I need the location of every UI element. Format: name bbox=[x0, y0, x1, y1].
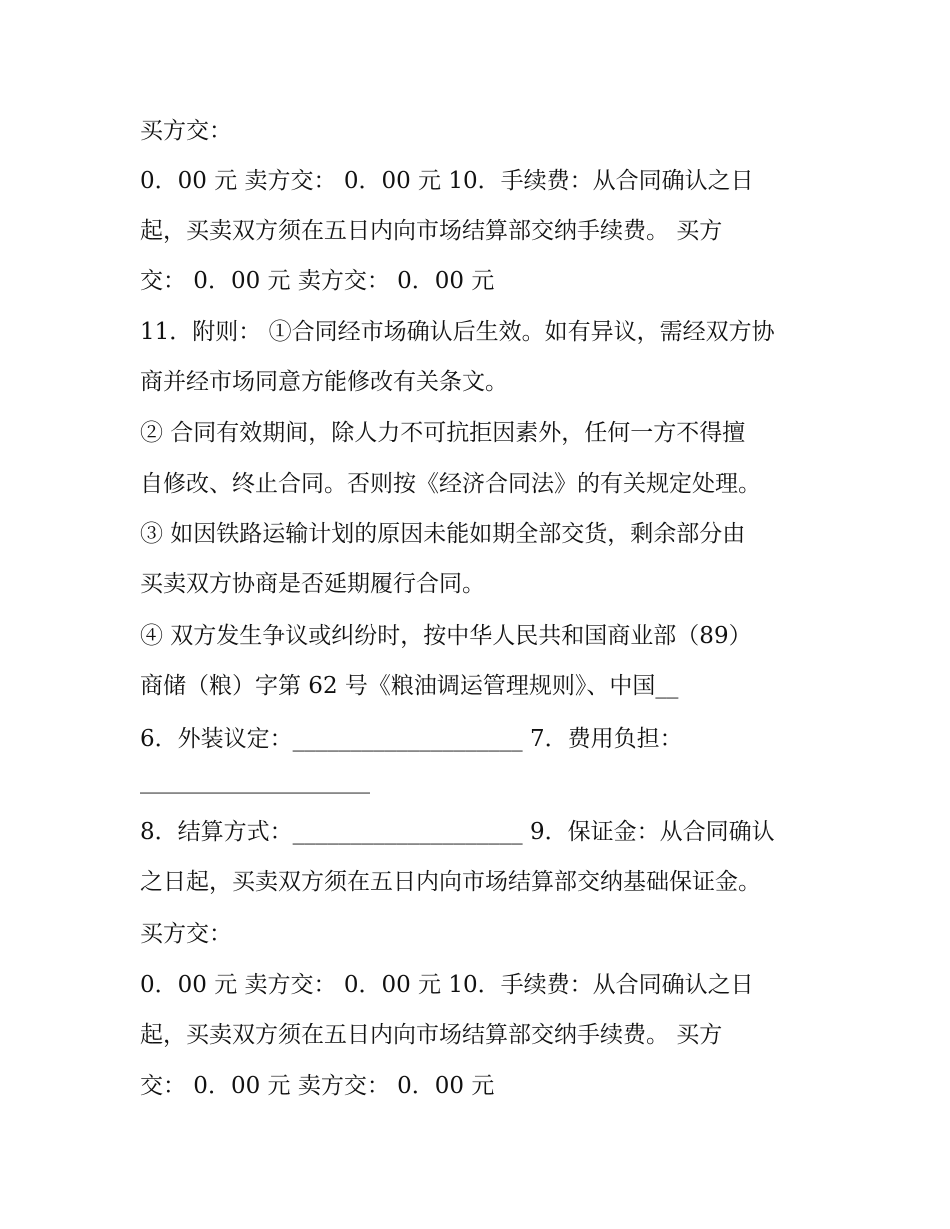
text-line: 起，买卖双方须在五日内向市场结算部交纳手续费。 买方 bbox=[140, 218, 723, 244]
text-line: ____________________ bbox=[140, 768, 370, 794]
text-line: 自修改、终止合同。否则按《经济合同法》的有关规定处理。 bbox=[140, 471, 761, 497]
text-line: 之日起，买卖双方须在五日内向市场结算部交纳基础保证金。 bbox=[140, 869, 761, 895]
text-line: 11．附则： ①合同经市场确认后生效。如有异议，需经双方协 bbox=[140, 319, 775, 345]
text-line: 交： 0．00 元 卖方交： 0．00 元 bbox=[140, 268, 495, 294]
text-line: 交： 0．00 元 卖方交： 0．00 元 bbox=[140, 1073, 495, 1099]
text-line: 0．00 元 卖方交： 0．00 元 10．手续费：从合同确认之日 bbox=[140, 168, 754, 194]
text-line: 6．外装议定：____________________ 7．费用负担： bbox=[140, 726, 683, 752]
text-line: 买方交： bbox=[140, 118, 232, 144]
text-line: ④ 双方发生争议或纠纷时，按中华人民共和国商业部（89） bbox=[140, 623, 752, 649]
text-line: ③ 如因铁路运输计划的原因未能如期全部交货，剩余部分由 bbox=[140, 521, 746, 547]
text-line: 商储（粮）字第 62 号《粮油调运管理规则》、中国__ bbox=[140, 673, 679, 699]
text-line: 0．00 元 卖方交： 0．00 元 10．手续费：从合同确认之日 bbox=[140, 972, 754, 998]
text-line: ② 合同有效期间，除人力不可抗拒因素外，任何一方不得擅 bbox=[140, 420, 746, 446]
text-line: 买卖双方协商是否延期履行合同。 bbox=[140, 571, 485, 597]
text-line: 8．结算方式：____________________ 9．保证金：从合同确认 bbox=[140, 819, 775, 845]
text-line: 起，买卖双方须在五日内向市场结算部交纳手续费。 买方 bbox=[140, 1022, 723, 1048]
text-line: 买方交： bbox=[140, 921, 232, 947]
text-line: 商并经市场同意方能修改有关条文。 bbox=[140, 369, 508, 395]
